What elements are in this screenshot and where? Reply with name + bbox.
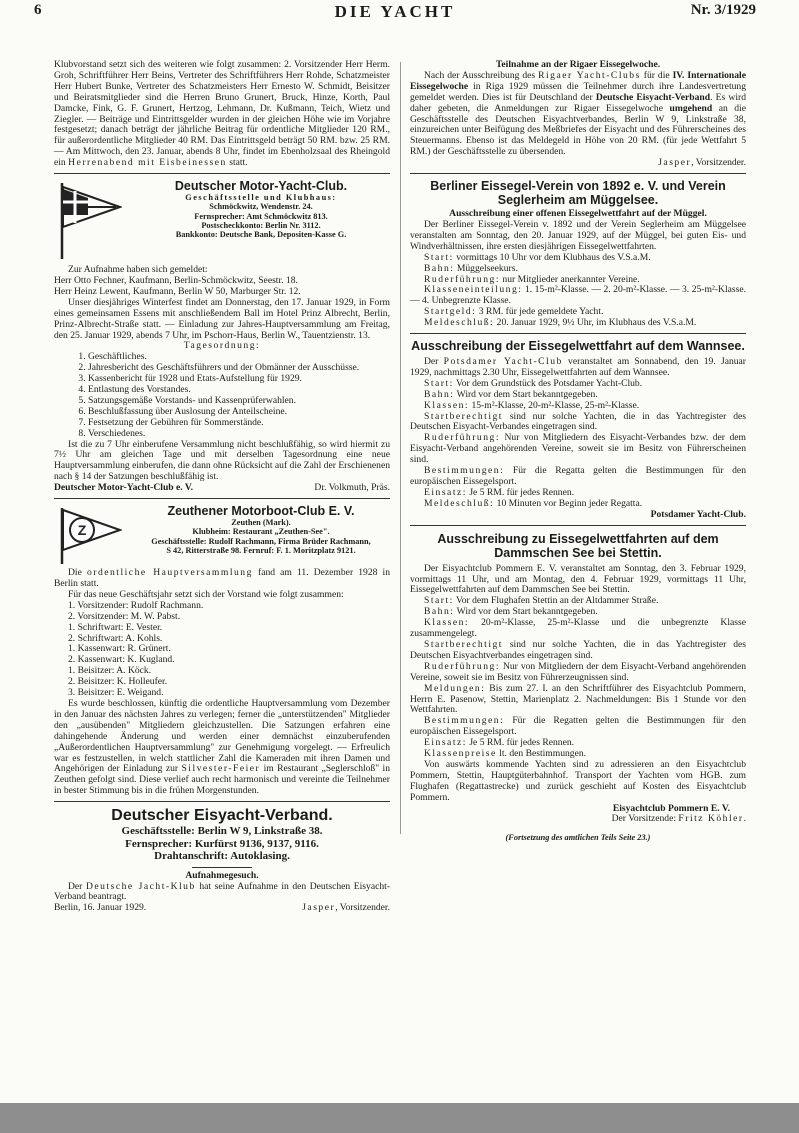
- stettin-title: Ausschreibung zu Eissegelwettfahrten auf dem Dammschen See bei Stettin.: [437, 531, 719, 560]
- list-item: 1. Vorsitzender: Rudolf Rachmann.: [68, 599, 204, 611]
- list-item: 3. Beisitzer: E. Weigand.: [68, 687, 164, 699]
- agenda-title: Tagesordnung:: [183, 340, 261, 352]
- list-item: 1. Kassenwart: R. Grünert.: [68, 643, 171, 655]
- dmyc-title: Deutscher Motor-Yacht-Club.: [174, 179, 348, 194]
- list-item: 2. Schriftwart: A. Kohls.: [68, 632, 163, 644]
- riga-paragraph: Nach der Ausschreibung des Rigaer Yacht-Clubs für die IV. Internationale Eissegelwoche in Riga 1929 müssen die Teilnehmer durch ihre Landesvertretung gemeldet werden. Dies ist für Deutschland der Deutsche Eisyacht-Verband. Es wird daher gebeten, die Anmeldungen zur Rigaer Eissegelwoche umgehend an die Geschäftsstelle des Deutschen Eisyachtverbandes, Berlin W 9, Linkstraße 38, einzureichen unter Beifügung des Meßbriefes der Eisyacht und des Führerscheines des Steuermanns. Ebenso ist das Meldegeld in Höhe von 20 RM. (für jede Wettfahrt 5 RM.) der Geschäftsstelle zu übersenden.: [410, 69, 746, 158]
- section-rule: [410, 525, 746, 526]
- list-item: 1. Geschäftliches.: [88, 352, 390, 363]
- list-item: Ruderführung: nur Mitglieder anerkannter Vereine.: [424, 273, 640, 285]
- list-item: 1. Schriftwart: E. Vester.: [68, 621, 163, 633]
- list-item: 7. Festsetzung der Gebühren für Sommerstände.: [88, 418, 390, 429]
- section-rule: [410, 173, 746, 174]
- dmyc-flag-logo: [58, 181, 122, 261]
- column-divider: [400, 62, 401, 834]
- wannsee-signature: Potsdamer Yacht-Club.: [650, 508, 746, 520]
- svg-text:Z: Z: [77, 522, 87, 539]
- list-item: 1. Beisitzer: A. Köck.: [68, 665, 152, 677]
- list-item: Startberechtigt sind nur solche Yachten, die in das Yachtregister des Deutschen Eisyachtverbandes eingetragen sind.: [410, 638, 746, 661]
- left-column: Klubvorstand setzt sich des weiteren wie folgt zusammen: 2. Vorsitzender Herr Herm. Groh, Schriftführer Herr Beins, Vertreter des Schriftführers Herr Rohde, Schatzmeister Herr Hubert Bunke, Vertreter des Schatzmeisters Herr Ernesto W. Schmidt, Beisitzer und Beiratsmitglieder sind die Herren Bruno Grunert, Bruck, Hinze, Korth, Paul Damcke, Fink, G. F. Grunert, Hertzog, Lehmann, Dr. Kußmann, Teich, Wietz und Ziegler. — Beiträge und Eintrittsgelder wurden in der gleichen Höhe wie im Vorjahre festgesetzt; danach beträgt der jährliche Beitrag für ordentliche Mitglieder 120 RM., für außerordentliche Mitglieder 40 RM. Das Eintrittsgeld beträgt 50 RM. bzw. 25 RM. — Am Mittwoch, den 23. Januar, abends 8 Uhr, findet im Ebenholzsaal des Rheingold ein Herrenabend mit Eisbeinessen statt. Deutscher Motor-Yacht-Club. Geschäftsstelle und Klubhaus: Schmöckwitz, Wendenstr. 24. Fernsprecher: Amt Schmöckwitz 813. Postscheckkonto: Berlin Nr. 3112. Bankkonto: Deutsche Bank, Depositen-Kasse G. Zur Aufnahme haben sich gemeldet: Herr Otto Fechner, Kaufmann, Berlin-Schmöckwitz, Seestr. 18. Herr Heinz Lewent, Kaufmann, Berlin W 50, Marburger Str. 12. Unser diesjähriges Winterfest findet am Donnerstag, den 17. Januar 1929, in Form eines gemeinsamen Essens mit anschließendem Ball im Hotel Prinz Albrecht, Berlin, Prinz-Albrecht-Straße statt. — Einladung zur Jahres-Hauptversammlung am Freitag, den 25. Januar 1929, abends 7 Uhr, im Pschorr-Haus, Berlin W., Tauentzienstr. 13. Tagesordnung: 1. Geschäftliches. 2. Jahresbericht des Geschäftsführers und der Obmänner der Ausschüsse. 3. Kassenbericht für 1928 und Etats-Aufstellung für 1929. 4. Entlastung des Vorstandes. 5. Satzungsgemäße Vorstands- und Kassenprüferwahlen. 6. Beschlußfassung über Auslosung der Anteilscheine. 7. Festsetzung der Gebühren für Sommerstände. 8. Verschiedenes. Ist die zu 7 Uhr einberufene Versammlung nicht beschlußfähig, so wird hiermit zu 7½ Uhr am gleichen Tage und mit derselben Tagesordnung eine neue Hauptversammlung einberufen, die dann ohne Rücksicht auf die Zahl der Erschienenen nach § 14 der Satzungen beschlußfähig ist. Deutscher Motor-Yacht-Club e. V. Dr. Volkmuth, Präs. Z Zeuthener Motorboot-Club E. V. Zeuthen (Mark). Klubheim: Restaurant „Zeuthen-See". Geschäftsstelle: Rudolf Rachmann, Firma Brüder Rachmann, S 42, Ritterstraße 98. Fernruf: F. 1. Moritzplatz 9121. Die ordentliche Hauptversammlung fand am 11. Dezember 1928 in Berlin statt. Für das neue Geschäftsjahr setzt sich der Vorstand wie folgt zusammen: 1. Vorsitzender: Rudolf Rachmann. 2. Vorsitzender: M. W. Pabst. 1. Schriftwart: E. Vester. 2. Schriftwart: A. Kohls. 1. Kassenwart: R. Grünert. 2. Kassenwart: K. Kugland. 1. Beisitzer: A. Köck. 2. Beisitzer: K. Holleufer. 3. Beisitzer: E. Weigand. Es wurde beschlossen, künftig die ordentliche Hauptversammlung vom Dezember in den Januar des nächsten Jahres zu verlegen; ferner die „unterstützenden" Mitglieder den „ausübenden" Mitgliedern gleichzustellen. Die Satzungen erfahren eine dahingehende Änderung und werden einer demnächst einzuberufenden „Außerordentlichen Hauptversammlung" zur Genehmigung vorgelegt. — Erfreulich war es festzustellen, in welch stattlicher Zahl die Kameraden mit ihren Damen und Angehörigen der Einladung zur Silvester-Feier im Restaurant „Seglerschloß" in Zeuthen gefolgt sind. Diese verlief auch recht harmonisch und vereinte die Teilnehmer in bester Stimmung bis in die frühen Morgenstunden. Deutscher Eisyacht-Verband. Geschäftsstelle: Berlin W 9, Linkstraße 38. Fernsprecher: Kurfürst 9136, 9137, 9116. Drahtanschrift: Autoklasing. Aufnahmegesuch. Der Deutsche Jacht-Klub hat seine Aufnahme in den Deutschen Eisyacht-Verband beantragt. Berlin, 16. Januar 1929. Jasper, Vorsitzender.: [54, 60, 390, 914]
- list-item: Klassenpreise lt. den Bestimmungen.: [424, 748, 587, 760]
- agenda-list: [54, 352, 390, 439]
- short-rule: [192, 867, 252, 868]
- list-item: Bahn: Müggelseekurs.: [424, 262, 518, 274]
- section-rule: [54, 801, 390, 802]
- list-item: Meldungen: Bis zum 27. I. an den Schriftführer des Eisyachtclub Pommern, Herrn E. Pasenow, Stettin, Marienplatz 2. Nachmeldungen: Bis 1 Stunde vor den Wettfahrten.: [410, 682, 746, 716]
- list-item: 2. Kassenwart: K. Kugland.: [68, 654, 175, 666]
- board-list: [54, 601, 390, 699]
- list-item: Klassen: 15-m²-Klasse, 20-m²-Klasse, 25-m²-Klasse.: [424, 399, 640, 411]
- dev-signature: Berlin, 16. Januar 1929. Jasper, Vorsitzender.: [54, 902, 390, 914]
- list-item: 2. Jahresbericht des Geschäftsführers und der Obmänner der Ausschüsse.: [88, 363, 390, 374]
- list-item: Ruderführung: Nur von Mitgliedern des Eisyacht-Verbandes bzw. der dem Eisyacht-Verband angehörenden Vereine, soweit sie im Besitz von Führerscheinen sind.: [410, 432, 746, 466]
- page-header: [34, 2, 756, 24]
- list-item: Start: vormittags 10 Uhr vor dem Klubhaus des V.S.a.M.: [424, 251, 651, 263]
- list-item: Start: Vor dem Flughafen Stettin an der Altdammer Straße.: [424, 595, 659, 607]
- section-rule: [410, 333, 746, 334]
- section-rule: [54, 173, 390, 174]
- list-item: 3. Kassenbericht für 1928 und Etats-Aufstellung für 1929.: [88, 374, 390, 385]
- stettin-chair: Der Vorsitzende: Fritz Köhler.: [611, 813, 746, 825]
- issue-number: Nr. 3/1929: [690, 2, 756, 18]
- list-item: Bahn: Wird vor dem Start bekanntgegeben.: [424, 388, 598, 400]
- list-item: Bestimmungen: Für die Regatten gelten die Bestimmungen für den europäischen Eissegelsport.: [410, 715, 746, 738]
- right-column: Teilnahme an der Rigaer Eissegelwoche. Nach der Ausschreibung des Rigaer Yacht-Clubs für die IV. Internationale Eissegelwoche in Riga 1929 müssen die Teilnehmer durch ihre Landesvertretung gemeldet werden. Dies ist für Deutschland der Deutsche Eisyacht-Verband. Es wird daher gebeten, die Anmeldungen zur Rigaer Eissegelwoche umgehend an die Geschäftsstelle des Deutschen Eisyachtverbandes, Berlin W 9, Linkstraße 38, einzureichen unter Beifügung des Meßbriefes der Eisyacht und des Führerscheines des Steuermanns. Ebenso ist das Meldegeld in Höhe von 20 RM. (für jede Wettfahrt 5 RM.) der Geschäftsstelle zu übersenden. Jasper, Vorsitzender. Berliner Eissegel-Verein von 1892 e. V. und Verein Seglerheim am Müggelsee. Ausschreibung einer offenen Eissegelwettfahrt auf der Müggel. Der Berliner Eissegel-Verein v. 1892 und der Verein Seglerheim am Müggelsee veranstalten am Sonntag, den 20. Januar 1929, auf der Müggel, bei guten Eis- und Windverhältnissen, ihre ersten diesjährigen Eissegelwettfahrten. Start: vormittags 10 Uhr vor dem Klubhaus des V.S.a.M. Bahn: Müggelseekurs. Ruderführung: nur Mitglieder anerkannter Vereine. Klasseneinteilung: 1. 15-m²-Klasse. — 2. 20-m²-Klasse. — 3. 25-m²-Klasse. — 4. Unbegrenzte Klasse. Startgeld: 3 RM. für jede gemeldete Yacht. Meldeschluß: 20. Januar 1929, 9½ Uhr, im Klubhaus des V.S.a.M. Ausschreibung der Eissegelwettfahrt auf dem Wannsee. Der Potsdamer Yacht-Club veranstaltet am Sonnabend, den 19. Januar 1929, nachmittags 2.30 Uhr, Eissegelwettfahrten auf dem Wannsee. Start: Vor dem Grundstück des Potsdamer Yacht-Club. Bahn: Wird vor dem Start bekanntgegeben. Klassen: 15-m²-Klasse, 20-m²-Klasse, 25-m²-Klasse. Startberechtigt sind nur solche Yachten, die in das Yachtregister des Deutschen Eisyacht-Verbandes eingetragen sind. Ruderführung: Nur von Mitgliedern des Eisyacht-Verbandes bzw. der dem Eisyacht-Verband angehörenden Vereine, soweit sie im Besitz von Führerscheinen sind. Bestimmungen: Für die Regatta gelten die Bestimmungen für den europäischen Eissegelsport. Einsatz: Je 5 RM. für jedes Rennen. Meldeschluß: 10 Minuten vor Beginn jeder Regatta. Potsdamer Yacht-Club. Ausschreibung zu Eissegelwettfahrten auf dem Dammschen See bei Stettin. Der Eisyachtclub Pommern E. V. veranstaltet am Sonntag, den 3. Februar 1929, vormittags 11 Uhr, und am Montag, den 4. Februar 1929, vormittags 11 Uhr, Eissegelwettfahrten auf dem Dammschen See bei Stettin. Start: Vor dem Flughafen Stettin an der Altdammer Straße. Bahn: Wird vor dem Start bekanntgegeben. Klassen: 20-m²-Klasse, 25-m²-Klasse und die unbegrenzte Klasse zusammengelegt. Startberechtigt sind nur solche Yachten, die in das Yachtregister des Deutschen Eisyachtverbandes eingetragen sind. Ruderführung: Nur von Mitgliedern der dem Eisyacht-Verband angehörenden Vereine, soweit sie im Besitz von Führerzeugnissen sind. Meldungen: Bis zum 27. I. an den Schriftführer des Eisyachtclub Pommern, Herrn E. Pasenow, Stettin, Marienplatz 2. Nachmeldungen: Bis 1 Stunde vor den Wettfahrten. Bestimmungen: Für die Regatten gelten die Bestimmungen für den europäischen Eissegelsport. Einsatz: Je 5 RM. für jedes Rennen. Klassenpreise lt. den Bestimmungen. Von auswärts kommende Yachten sind zu adressieren an den Eisyachtclub Pommern, Stettin, Hauptgüterbahnhof. Transport der Yachten vom HGB. zum Flughafen (Regattastrecke) und zurück geschieht auf Kosten des Eisyachtclub Pommern. Eisyachtclub Pommern E. V. Der Vorsitzende: Fritz Köhler. (Fortsetzung des amtlichen Teils Seite 23.): [410, 59, 747, 843]
- list-item: Meldeschluß: 10 Minuten vor Beginn jeder Regatta.: [424, 497, 643, 509]
- list-item: 2. Beisitzer: K. Holleufer.: [68, 676, 168, 688]
- list-item: Einsatz: Je 5 RM. für jedes Rennen.: [424, 737, 575, 749]
- list-item: 4. Entlastung des Vorstandes.: [88, 385, 390, 396]
- dev-title: Deutscher Eisyacht-Verband.: [111, 807, 333, 825]
- wannsee-title: Ausschreibung der Eissegelwettfahrt auf dem Wannsee.: [411, 339, 745, 354]
- list-item: Klassen: 20-m²-Klasse, 25-m²-Klasse und die unbegrenzte Klasse zusammengelegt.: [410, 617, 746, 640]
- dmyc-signature: Deutscher Motor-Yacht-Club e. V. Dr. Volkmuth, Präs.: [54, 482, 390, 494]
- list-item: Startberechtigt sind nur solche Yachten, die in das Yachtregister des Deutschen Eisyacht-Verbandes eingetragen sind.: [410, 410, 746, 433]
- list-item: Ruderführung: Nur von Mitgliedern der dem Eisyacht-Verband angehörenden Vereine, soweit sie im Besitz von Führerzeugnissen sind.: [410, 660, 746, 683]
- dmyc-header: Deutscher Motor-Yacht-Club. Geschäftsstelle und Klubhaus: Schmöckwitz, Wendenstr. 24. Fernsprecher: Amt Schmöckwitz 813. Postscheckkonto: Berlin Nr. 3112. Bankkonto: Deutsche Bank, Depositen-Kasse G.: [54, 179, 390, 263]
- list-item: 5. Satzungsgemäße Vorstands- und Kassenprüferwahlen.: [88, 396, 390, 407]
- list-item: 2. Vorsitzender: M. W. Pabst.: [68, 610, 181, 622]
- list-item: Einsatz: Je 5 RM. für jedes Rennen.: [424, 486, 575, 498]
- list-item: Startgeld: 3 RM. für jede gemeldete Yacht.: [424, 306, 604, 318]
- list-item: Bestimmungen: Für die Regatta gelten die Bestimmungen für den europäischen Eissegelsport.: [410, 465, 746, 487]
- stettin-signature: Eisyachtclub Pommern E. V.: [612, 802, 730, 814]
- riga-title: Teilnahme an der Rigaer Eissegelwoche.: [495, 59, 661, 70]
- page-number: 6: [34, 2, 42, 18]
- intro-paragraph: Klubvorstand setzt sich des weiteren wie folgt zusammen: 2. Vorsitzender Herr Herm. Groh, Schriftführer Herr Beins, Vertreter des Schriftführers Herr Rohde, Schatzmeister Herr Hubert Bunke, Vertreter des Schatzmeisters Herr Ernesto W. Schmidt, Beisitzer und Beiratsmitglieder sind die Herren Bruno Grunert, Bruck, Hinze, Korth, Paul Damcke, Fink, G. F. Grunert, Hertzog, Lehmann, Dr. Kußmann, Teich, Wietz und Ziegler. — Beiträge und Eintrittsgelder wurden in der gleichen Höhe wie im Vorjahre festgesetzt; danach beträgt der jährliche Beitrag für ordentliche Mitglieder 120 RM., für außerordentliche Mitglieder 40 RM. Das Eintrittsgeld beträgt 50 RM. bzw. 25 RM. — Am Mittwoch, den 23. Januar, abends 8 Uhr, findet im Ebenholzsaal des Rheingold ein Herrenabend mit Eisbeinessen statt.: [54, 59, 390, 169]
- continuation-note: (Fortsetzung des amtlichen Teils Seite 23.): [505, 833, 651, 843]
- list-item: Bahn: Wird vor dem Start bekanntgegeben.: [424, 606, 598, 618]
- dev-subtitle: Aufnahmegesuch.: [185, 869, 259, 881]
- list-item: 6. Beschlußfassung über Auslosung der Anteilscheine.: [88, 407, 390, 418]
- magazine-title: DIE YACHT: [334, 2, 456, 21]
- list-item: Start: Vor dem Grundstück des Potsdamer Yacht-Club.: [424, 377, 643, 389]
- list-item: Meldeschluß: 20. Januar 1929, 9½ Uhr, im Klubhaus des V.S.a.M.: [424, 317, 697, 329]
- scan-edge: [0, 1103, 799, 1133]
- bev-title: Berliner Eissegel-Verein von 1892 e. V. und Verein Seglerheim am Müggelsee.: [430, 179, 726, 208]
- riga-signature: Jasper, Vorsitzender.: [658, 157, 746, 169]
- list-item: 8. Verschiedenes.: [88, 429, 390, 440]
- list-item: Klasseneinteilung: 1. 15-m²-Klasse. — 2. 20-m²-Klasse. — 3. 25-m²-Klasse. — 4. Unbegrenzte Klasse.: [410, 284, 746, 307]
- section-rule: [54, 498, 390, 499]
- zeuthen-header: Z Zeuthener Motorboot-Club E. V. Zeuthen (Mark). Klubheim: Restaurant „Zeuthen-See". Geschäftsstelle: Rudolf Rachmann, Firma Brüder Rachmann, S 42, Ritterstraße 98. Fernruf: F. 1. Moritzplatz 9121.: [54, 504, 390, 566]
- zeuthen-flag-logo: [58, 506, 122, 566]
- zeuthen-title: Zeuthener Motorboot-Club E. V.: [167, 504, 355, 519]
